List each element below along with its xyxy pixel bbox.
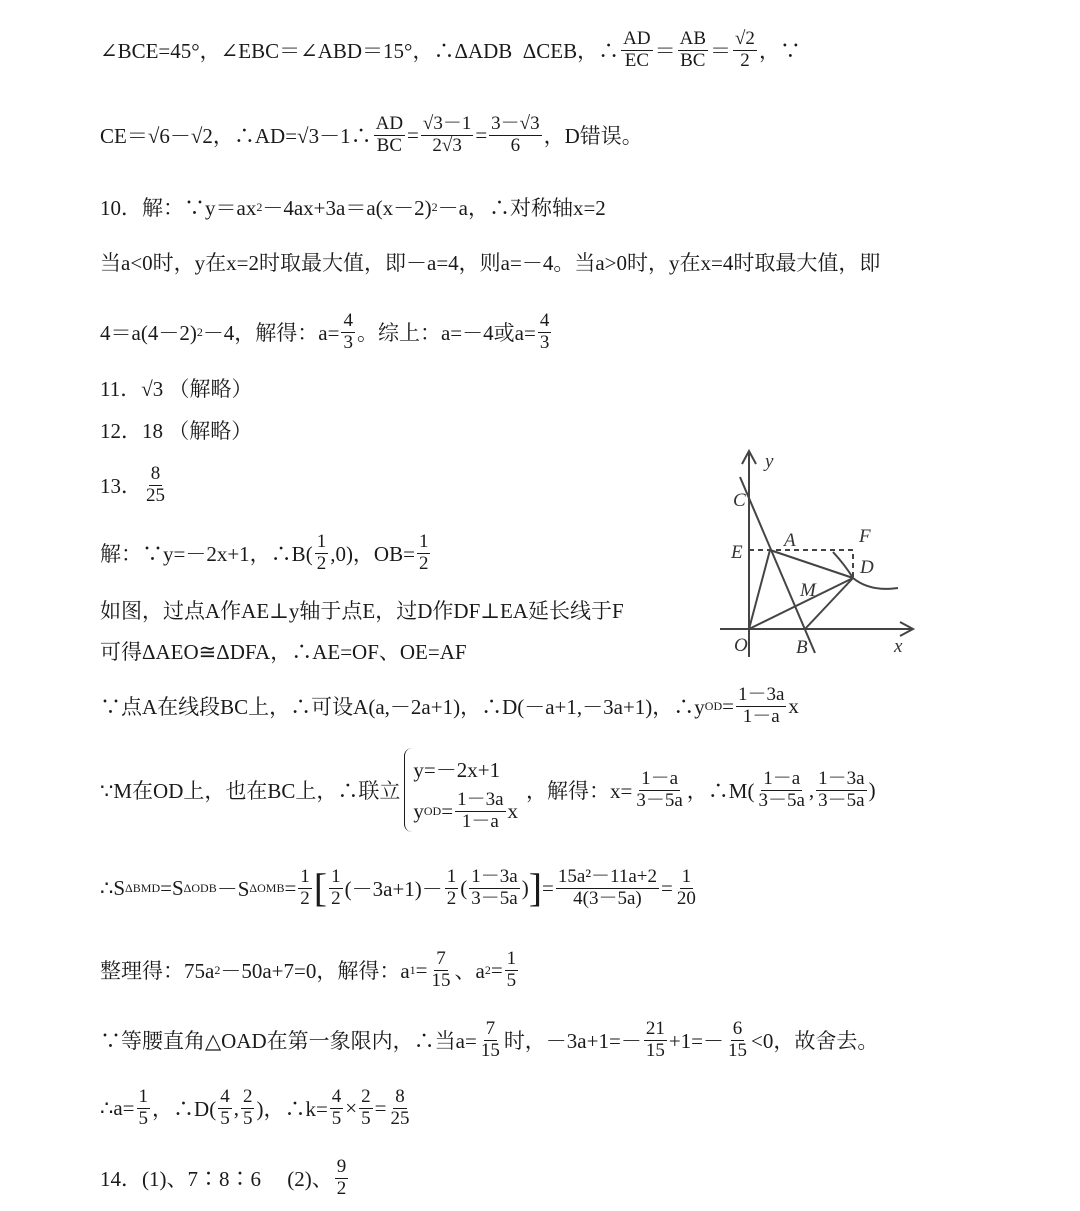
denominator: BC <box>680 49 706 71</box>
text-run: －4，解得：a= <box>202 321 340 345</box>
point-label-O: O <box>734 635 748 656</box>
numerator: 2 <box>361 1085 371 1107</box>
numerator: 4 <box>343 309 353 331</box>
text-run: ∴S <box>100 875 126 900</box>
numerator: 1 <box>316 530 327 552</box>
text-run: y=－2x+1 <box>413 758 501 782</box>
denominator: 15 <box>728 1039 748 1061</box>
text-run: 解：∵y=－2x+1，∴B( <box>100 542 313 566</box>
segment-oa <box>749 550 770 629</box>
subscript: ΔODB <box>183 880 217 895</box>
text-run: ∠BCE=45°，∠EBC＝∠ABD＝15°，∴ΔADB ΔCEB，∴ <box>100 39 620 63</box>
text-run: × <box>345 1095 358 1120</box>
denominator: 5 <box>220 1107 230 1129</box>
text-run: －50a+7=0，解得：a <box>220 959 410 983</box>
point-label-D: D <box>860 557 874 578</box>
text-run: +1=－ <box>668 1029 725 1053</box>
text-run: －a，∴对称轴x=2 <box>437 196 606 220</box>
denominator: 1－a <box>742 705 780 727</box>
text-run: CE＝√6－√2，∴AD=√3－1∴ <box>100 124 372 148</box>
numerator: 1－3a <box>471 865 518 887</box>
denominator: 3－5a <box>758 789 805 811</box>
denominator: 25 <box>390 1107 410 1129</box>
numerator: 1－3a <box>818 767 865 789</box>
text-run: = <box>490 957 503 982</box>
denominator: 4(3－5a) <box>573 887 642 909</box>
numerator: 1 <box>300 865 310 887</box>
text-run: 、a <box>454 959 485 983</box>
text-run: ( <box>460 875 468 900</box>
subscript: ΔOMB <box>249 880 285 895</box>
text-run: 整理得：75a <box>100 959 215 983</box>
text-run: = <box>722 693 734 718</box>
superscript: 2 <box>431 199 438 214</box>
denominator: 5 <box>506 969 517 991</box>
text-run: ，解得：x= <box>526 779 633 803</box>
point-label-M: M <box>800 580 816 601</box>
text-run: = <box>441 798 454 823</box>
denominator: 2 <box>740 49 750 71</box>
text-run: 14．(1)、7∶8∶6 (2)、 <box>100 1167 333 1191</box>
numerator: 8 <box>395 1085 405 1107</box>
text-run: ,0)，OB= <box>330 542 415 566</box>
denominator: BC <box>376 134 402 156</box>
numerator: 2 <box>242 1085 253 1107</box>
text-run: ) <box>868 777 876 802</box>
numerator: 1 <box>681 865 692 887</box>
text-run: = <box>407 122 419 147</box>
text-run: = <box>415 957 428 982</box>
numerator: 7 <box>436 947 446 969</box>
text-run: ∴a= <box>100 1095 135 1120</box>
superscript: 2 <box>196 324 203 339</box>
numerator: 8 <box>150 462 161 484</box>
numerator: 7 <box>485 1017 496 1039</box>
text-run: 如图，过点A作AE⊥y轴于点E，过D作DF⊥EA延长线于F <box>100 599 624 623</box>
numerator: 1 <box>506 947 517 969</box>
denominator: EC <box>624 49 649 71</box>
text-run: 12．18 （解略） <box>100 419 253 443</box>
text-run: )，∴k= <box>256 1097 328 1121</box>
subscript: 1 <box>409 962 416 977</box>
denominator: 3－5a <box>636 789 683 811</box>
numerator: 6 <box>732 1017 743 1039</box>
point-label-F: F <box>859 526 871 547</box>
text-run: ，∵ <box>758 39 801 63</box>
denominator: 15 <box>431 969 451 991</box>
denominator: 5 <box>138 1107 149 1129</box>
text-run: , <box>808 777 815 802</box>
numerator: 15a²－11a+2 <box>557 865 657 887</box>
numerator: 1－a <box>763 767 801 789</box>
segment-ad <box>770 550 853 578</box>
bracket: [ <box>313 865 328 910</box>
numerator: √3－1 <box>422 112 472 134</box>
bracket: ] <box>528 865 543 910</box>
numerator: √2 <box>735 27 755 49</box>
text-run: ＝ <box>654 39 676 63</box>
text-run: －4ax+3a＝a(x－2) <box>262 196 432 220</box>
denominator: 20 <box>676 887 696 909</box>
numerator: 4 <box>331 1085 342 1107</box>
superscript: 2 <box>256 199 263 214</box>
numerator: 4 <box>539 309 550 331</box>
text-run: －S <box>216 877 250 901</box>
text-run: = <box>660 875 673 900</box>
denominator: 3 <box>343 331 353 353</box>
point-label-E: E <box>731 542 743 563</box>
subscript: OD <box>704 698 723 713</box>
denominator: 5 <box>331 1107 342 1129</box>
text-run: =S <box>160 875 184 900</box>
text-run: 11．√3 （解略） <box>100 377 253 401</box>
text-run: ∵M在OD上，也在BC上，∴联立 <box>100 779 401 803</box>
point-label-B: B <box>796 637 808 658</box>
point-label-x: x <box>894 636 903 657</box>
numerator: 21 <box>645 1017 665 1039</box>
denominator: 3－5a <box>471 887 518 909</box>
text-run: <0，故舍去。 <box>751 1029 879 1053</box>
denominator: 5 <box>361 1107 371 1129</box>
denominator: 6 <box>510 134 521 156</box>
denominator: 2√3 <box>432 134 462 156</box>
text-run: 当a<0时，y在x=2时取最大值，即－a=4，则a=－4。当a>0时，y在x=4时取最大值，即 <box>100 251 881 275</box>
point-label-C: C <box>733 490 746 511</box>
text-run: 时，－3a+1=－ <box>503 1029 642 1053</box>
denominator: 2 <box>418 552 429 574</box>
text-run: ，∴M( <box>686 779 755 803</box>
text-run: (－3a+1)－ <box>344 877 443 901</box>
numerator: 1－3a <box>457 788 504 810</box>
subscript: ΔBMD <box>125 880 161 895</box>
text-run: y <box>413 798 424 823</box>
text-run: , <box>233 1095 239 1120</box>
text-run: = <box>542 875 554 900</box>
text-run: 可得ΔAEO≅ΔDFA，∴AE=OF、OE=AF <box>100 640 467 664</box>
denominator: 15 <box>480 1039 500 1061</box>
denominator: 1－a <box>461 810 499 832</box>
denominator: 3 <box>539 331 550 353</box>
numerator: AD <box>375 112 404 134</box>
numerator: 1 <box>331 865 341 887</box>
text-run: ＝ <box>710 39 731 63</box>
text-run: ，∴D( <box>152 1097 217 1121</box>
denominator: 2 <box>300 887 310 909</box>
denominator: 2 <box>446 887 457 909</box>
numerator: 1－3a <box>737 683 785 705</box>
text-run: ∵等腰直角△OAD在第一象限内，∴当a= <box>100 1029 477 1053</box>
superscript: 2 <box>214 962 221 977</box>
text-run: ，D错误。 <box>543 124 643 148</box>
point-label-y: y <box>765 451 774 472</box>
denominator: 25 <box>146 484 165 506</box>
denominator: 15 <box>645 1039 665 1061</box>
subscript: OD <box>423 803 442 818</box>
denominator: 3－5a <box>818 789 865 811</box>
line-bc <box>740 477 815 653</box>
numerator: AD <box>623 27 651 49</box>
numerator: 4 <box>220 1085 230 1107</box>
numerator: 1 <box>446 865 457 887</box>
numerator: 1 <box>418 530 429 552</box>
text-run: 10．解：∵y＝ax <box>100 196 257 220</box>
subscript: 2 <box>484 962 491 977</box>
text-run: = <box>475 122 488 147</box>
numerator: AB <box>679 27 706 49</box>
denominator: 2 <box>336 1177 347 1199</box>
text-run: = <box>284 875 297 900</box>
text-run: x <box>507 798 519 823</box>
text-run: 。综上：a=－4或a= <box>356 321 536 345</box>
numerator: 3－√3 <box>491 112 540 134</box>
denominator: 2 <box>331 887 341 909</box>
text-run: 4＝a(4－2) <box>100 321 197 345</box>
numerator: 1－a <box>641 767 679 789</box>
text-run: ) <box>521 875 529 900</box>
text-run: 13． <box>100 474 142 498</box>
denominator: 5 <box>242 1107 253 1129</box>
numerator: 1 <box>138 1085 149 1107</box>
text-run: ∵点A在线段BC上，∴可设A(a,－2a+1)，∴D(－a+1,－3a+1)，∴y <box>100 695 705 719</box>
point-label-A: A <box>784 530 796 551</box>
text-run: x <box>788 693 799 718</box>
denominator: 2 <box>316 552 327 574</box>
numerator: 9 <box>336 1155 347 1177</box>
text-run: = <box>374 1095 387 1120</box>
